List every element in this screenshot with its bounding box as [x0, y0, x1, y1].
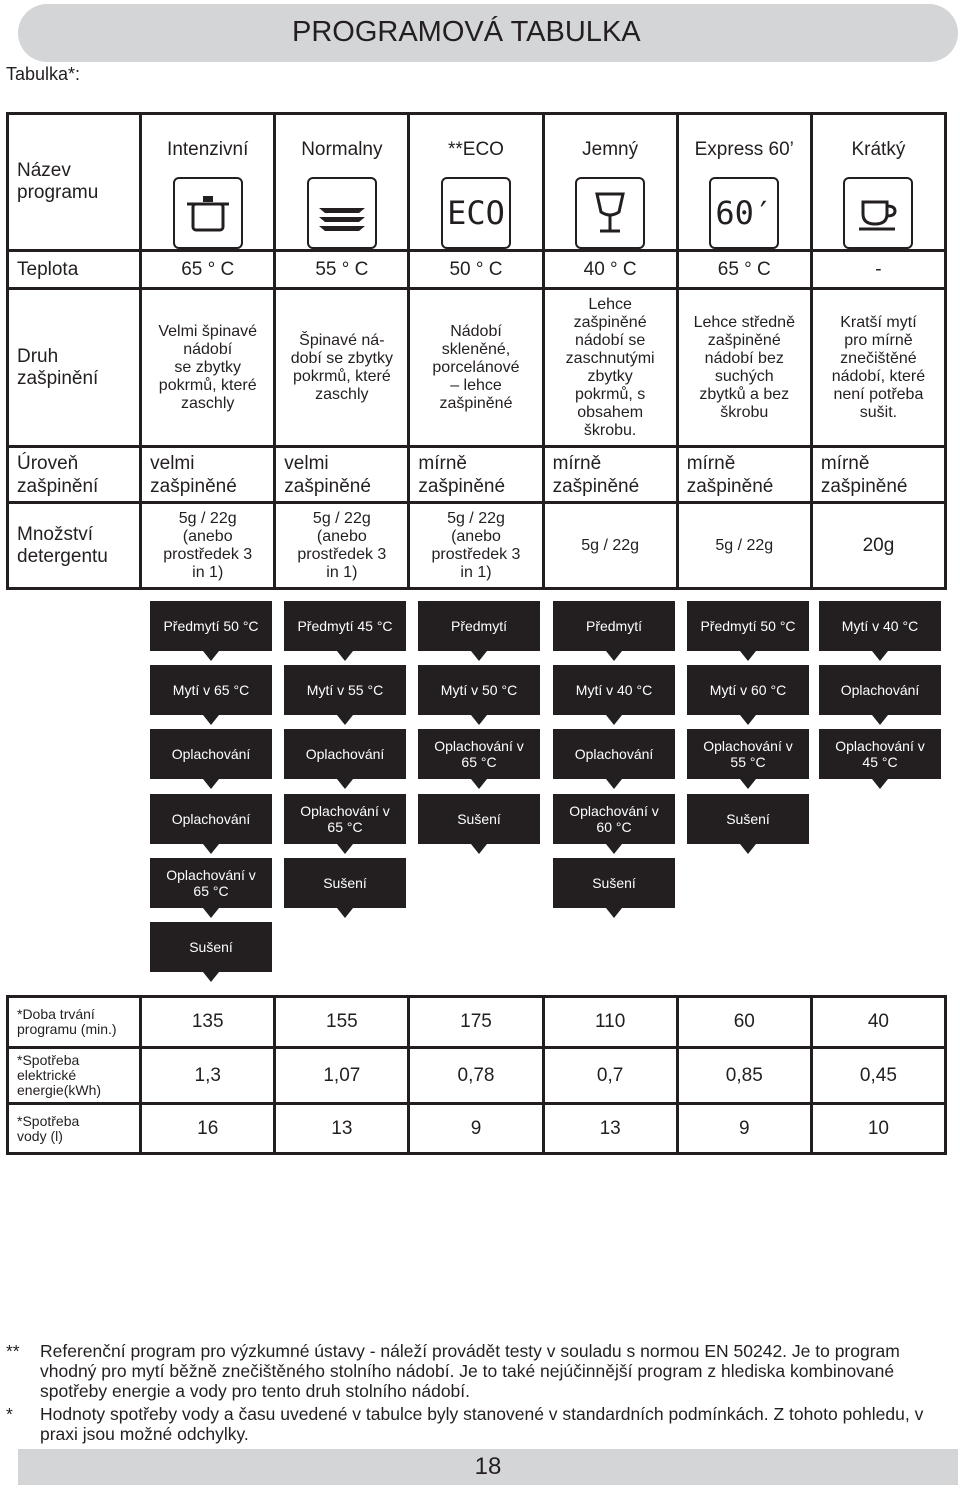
duration-value: 155 [326, 1011, 358, 1032]
step-label: Mytí v 60 °C [709, 682, 787, 698]
program-step [687, 601, 809, 663]
soil-type-value: Nádobí skleněné, porcelánové – lehce zašpiněné [432, 322, 520, 412]
program-header-short [811, 114, 945, 251]
program-step [553, 858, 675, 920]
step-label: Předmytí [585, 618, 642, 634]
duration-value: 40 [867, 1011, 889, 1032]
soil-level-value: mírně zašpiněné [820, 452, 908, 497]
step-label: Předmytí 50 °C [700, 618, 796, 634]
soil-level-label: Úroveň zašpinění [17, 452, 99, 497]
duration-value: 60 [733, 1011, 755, 1032]
duration-label: *Doba trvání programu (min.) [17, 1006, 117, 1037]
soil-type-value: Velmi špinavé nádobí se zbytky pokrmů, které zaschly [158, 322, 258, 412]
table-subtitle: Tabulka*: [6, 64, 81, 84]
program-name: Intenzivní [167, 139, 249, 160]
program-step [284, 794, 406, 856]
step-label: Předmytí [450, 618, 507, 634]
program-name: Normalny [301, 139, 383, 160]
detergent-value: 5g / 22g (anebo prostředek 3 in 1) [297, 509, 387, 581]
soil-type-label: Druh zašpinění [17, 345, 99, 389]
temperature-label: Teplota [17, 258, 79, 280]
detergent-value: 5g / 22g (anebo prostředek 3 in 1) [163, 509, 253, 581]
soil-type-value: Lehce středně zašpiněné nádobí bez suchých zbytků a bez škrobu [693, 313, 795, 421]
temperature-value: - [875, 258, 882, 280]
detergent-value: 20g [862, 534, 895, 556]
program-step [150, 858, 272, 920]
step-label: Mytí v 65 °C [172, 682, 250, 698]
energy-value: 1,07 [323, 1064, 361, 1086]
energy-label: *Spotřeba elektrické energie(kWh) [17, 1052, 102, 1098]
program-header-intensive [141, 114, 275, 251]
detergent-value: 5g / 22g [715, 536, 774, 554]
step-label: Předmytí 45 °C [297, 618, 393, 634]
energy-value: 1,3 [194, 1064, 221, 1086]
detergent-label: Množství detergentu [17, 523, 108, 567]
water-value: 16 [197, 1117, 219, 1139]
program-name: Jemný [582, 139, 639, 160]
water-value: 9 [738, 1117, 750, 1139]
program-step [819, 665, 941, 727]
cup-icon [843, 177, 913, 249]
water-value: 10 [867, 1117, 889, 1139]
page-number: 18 [474, 1453, 502, 1480]
soil-type-value: Špinavé ná- dobí se zbytky pokrmů, které zaschly [290, 331, 393, 403]
program-step [150, 665, 272, 727]
plates-icon [307, 177, 377, 249]
step-label: Sušení [592, 875, 636, 891]
program-header-eco [409, 114, 543, 251]
program-step [687, 729, 809, 791]
program-step [418, 729, 540, 791]
glass-icon [575, 177, 645, 249]
footnote-text: Hodnoty spotřeby vody a času uvedené v tabulce byly stanovené v standardních podmínkách. Z tohoto pohledu, v praxi jsou možné odchylky. [40, 1404, 924, 1444]
soil-level-value: mírně zašpiněné [552, 452, 640, 497]
step-label: Sušení [726, 811, 770, 827]
page-title: PROGRAMOVÁ TABULKA [292, 16, 641, 48]
program-header-express [677, 114, 811, 251]
temperature-value: 50 ° C [449, 258, 503, 280]
soil-level-value: mírně zašpiněné [686, 452, 774, 497]
temperature-value: 40 ° C [583, 258, 637, 280]
step-label: Oplachování v 55 °C [703, 738, 793, 770]
program-step [687, 665, 809, 727]
water-value: 13 [599, 1117, 621, 1139]
soil-level-value: velmi zašpiněné [284, 452, 371, 497]
step-label: Oplachování v 45 °C [835, 738, 925, 770]
program-step [553, 794, 675, 856]
program-step [687, 794, 809, 856]
step-label: Oplachování [305, 746, 385, 762]
step-label: Oplachování [171, 811, 251, 827]
step-label: Předmytí 50 °C [163, 618, 259, 634]
program-step [553, 665, 675, 727]
program-step [418, 794, 540, 856]
eco-icon: ECO [441, 177, 511, 249]
program-table [6, 112, 947, 590]
soil-type-value: Lehce zašpiněné nádobí se zaschnutými zbytky pokrmů, s obsahem škrobu. [565, 295, 655, 439]
detergent-value: 5g / 22g [581, 536, 640, 554]
step-label: Oplachování [574, 746, 654, 762]
soil-level-value: mírně zašpiněné [418, 452, 506, 497]
footnote-mark: * [6, 1404, 13, 1424]
step-label: Oplachování v 65 °C [300, 803, 390, 835]
water-value: 13 [331, 1117, 353, 1139]
program-name: Krátký [851, 139, 906, 160]
step-label: Mytí v 40 °C [841, 618, 919, 634]
energy-value: 0,7 [596, 1064, 624, 1086]
step-label: Mytí v 50 °C [440, 682, 518, 698]
program-step [284, 665, 406, 727]
pot-icon [173, 177, 243, 249]
program-name-label: Název programu [17, 160, 99, 203]
program-step [284, 729, 406, 791]
step-label: Oplachování v 65 °C [166, 867, 256, 899]
step-label: Oplachování v 60 °C [569, 803, 659, 835]
program-name: Express 60’ [694, 139, 794, 160]
footnote-mark: ** [6, 1341, 20, 1361]
sixty-icon: 60′ [709, 177, 779, 249]
program-step [150, 729, 272, 791]
temperature-value: 55 ° C [315, 258, 369, 280]
step-label: Oplachování [840, 682, 920, 698]
program-step [284, 601, 406, 663]
step-label: Sušení [189, 939, 233, 955]
program-step [553, 601, 675, 663]
step-label: Mytí v 55 °C [306, 682, 384, 698]
water-label: *Spotřeba vody (l) [17, 1112, 80, 1144]
program-step [150, 922, 272, 984]
consumption-table [6, 995, 947, 1155]
program-name: **ECO [448, 139, 504, 160]
program-step [819, 601, 941, 663]
program-step [418, 601, 540, 663]
energy-value: 0,45 [859, 1064, 897, 1086]
program-step [553, 729, 675, 791]
temperature-value: 65 ° C [181, 258, 235, 280]
program-step [284, 858, 406, 920]
energy-value: 0,85 [725, 1064, 763, 1086]
duration-value: 175 [460, 1011, 492, 1032]
step-label: Sušení [457, 811, 501, 827]
energy-value: 0,78 [457, 1064, 495, 1086]
program-step [418, 665, 540, 727]
water-value: 9 [470, 1117, 482, 1139]
program-step [150, 601, 272, 663]
step-label: Oplachování v 65 °C [434, 738, 524, 770]
detergent-value: 5g / 22g (anebo prostředek 3 in 1) [431, 509, 521, 581]
program-step [819, 729, 941, 791]
soil-type-value: Kratší mytí pro mírně znečištěné nádobí, které není potřeba sušit. [831, 313, 926, 421]
step-label: Oplachování [171, 746, 251, 762]
duration-value: 135 [191, 1011, 224, 1032]
soil-level-value: velmi zašpiněné [150, 452, 237, 497]
program-step [150, 794, 272, 856]
program-header-normal [275, 114, 409, 251]
step-label: Sušení [323, 875, 367, 891]
duration-value: 110 [594, 1011, 626, 1032]
program-header-gentle [543, 114, 677, 251]
step-label: Mytí v 40 °C [575, 682, 653, 698]
footnote-text: Referenční program pro výzkumné ústavy - náleží provádět testy v souladu s normou EN 50242. Je to program vhodný pro mytí běžně znečištěného stolního nádobí. Je to také nejúčinnější program z hlediska kombinované spotřeby energie a vody pro tento druh stolního nádobí. [40, 1341, 900, 1401]
temperature-value: 65 ° C [717, 258, 771, 280]
